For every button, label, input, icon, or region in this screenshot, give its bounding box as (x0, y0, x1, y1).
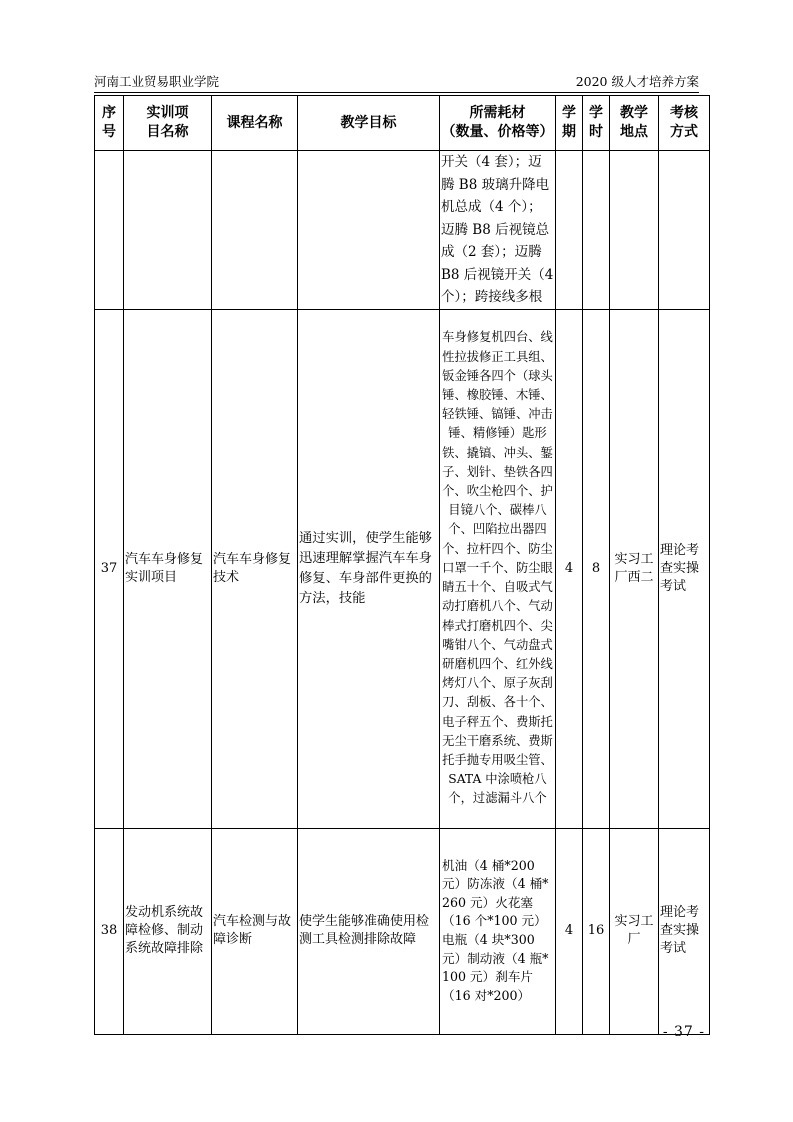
cell-no (95, 151, 124, 310)
cell-no: 38 (95, 828, 124, 1034)
table-header-row (95, 96, 710, 151)
col-header-hours: 学 时 (583, 96, 610, 151)
cell-goal (298, 151, 440, 310)
header-document-title: 2020 级人才培养方案 (575, 74, 699, 89)
col-header-term: 学 期 (556, 96, 583, 151)
table-row-38 (95, 828, 710, 1034)
table-row-37 (95, 309, 710, 828)
cell-hours: 16 (583, 828, 610, 1034)
cell-assessment: 理论考查实操考试 (659, 309, 710, 828)
cell-location (610, 151, 659, 310)
col-header-project: 实训项 目名称 (124, 96, 212, 151)
cell-materials: 机油（4 桶*200 元）防冻液（4 桶*260 元）火花塞（16 个*100 元）电瓶（4 块*300 元）制动液（4 瓶*100 元）刹车片（16 对*200） (440, 828, 556, 1034)
cell-location: 实习工厂西二 (610, 309, 659, 828)
cell-term: 4 (556, 828, 583, 1034)
cell-course: 汽车车身修复技术 (212, 309, 298, 828)
cell-assessment (659, 151, 710, 310)
cell-materials: 开关（4 套）；迈腾 B8 玻璃升降电机总成（4 个）；迈腾 B8 后视镜总成（2 套）；迈腾 B8 后视镜开关（4 个）；跨接线多根 (440, 151, 556, 310)
col-header-materials: 所需耗材 （数量、价格等） (440, 96, 556, 151)
cell-hours (583, 151, 610, 310)
col-header-course: 课程名称 (212, 96, 298, 151)
cell-goal: 使学生能够准确使用检测工具检测排除故障 (298, 828, 440, 1034)
cell-term (556, 151, 583, 310)
col-header-goal: 教学目标 (298, 96, 440, 151)
header-rule (94, 92, 699, 93)
table-row-continued (95, 151, 710, 310)
header-school-name: 河南工业贸易职业学院 (94, 74, 220, 89)
cell-project (124, 151, 212, 310)
cell-project: 汽车车身修复实训项目 (124, 309, 212, 828)
cell-term: 4 (556, 309, 583, 828)
cell-course (212, 151, 298, 310)
cell-assessment: 理论考查实操考试 (659, 828, 710, 1034)
page-number: - 37 - (662, 1024, 705, 1040)
col-header-location: 教学 地点 (610, 96, 659, 151)
col-header-assessment: 考核 方式 (659, 96, 710, 151)
cell-project: 发动机系统故障检修、制动系统故障排除 (124, 828, 212, 1034)
cell-hours: 8 (583, 309, 610, 828)
col-header-no: 序 号 (95, 96, 124, 151)
training-table (94, 95, 710, 1035)
cell-course: 汽车检测与故障诊断 (212, 828, 298, 1034)
cell-no: 37 (95, 309, 124, 828)
cell-materials: 车身修复机四台、线性拉拔修正工具组、钣金锤各四个（球头锤、橡胶锤、木锤、轻铁锤、镐锤、冲击锤、精修锤）匙形铁、撬镐、冲头、錾子、划针、垫铁各四个、吹尘枪四个、护目镜八个、碳棒八个、凹陷拉出器四个、拉杆四个、防尘口罩一千个、防尘眼睛五十个、自吸式气动打磨机八个、气动棒式打磨机四个、尖嘴钳八个、气动盘式研磨机四个、红外线烤灯八个、原子灰刮刀、刮板、各十个、电子秤五个、费斯托无尘干磨系统、费斯托手抛专用吸尘管、SATA 中涂喷枪八个，过滤漏斗八个 (440, 309, 556, 828)
cell-goal: 通过实训，使学生能够迅速理解掌握汽车车身修复、车身部件更换的方法，技能 (298, 309, 440, 828)
cell-location: 实习工厂 (610, 828, 659, 1034)
